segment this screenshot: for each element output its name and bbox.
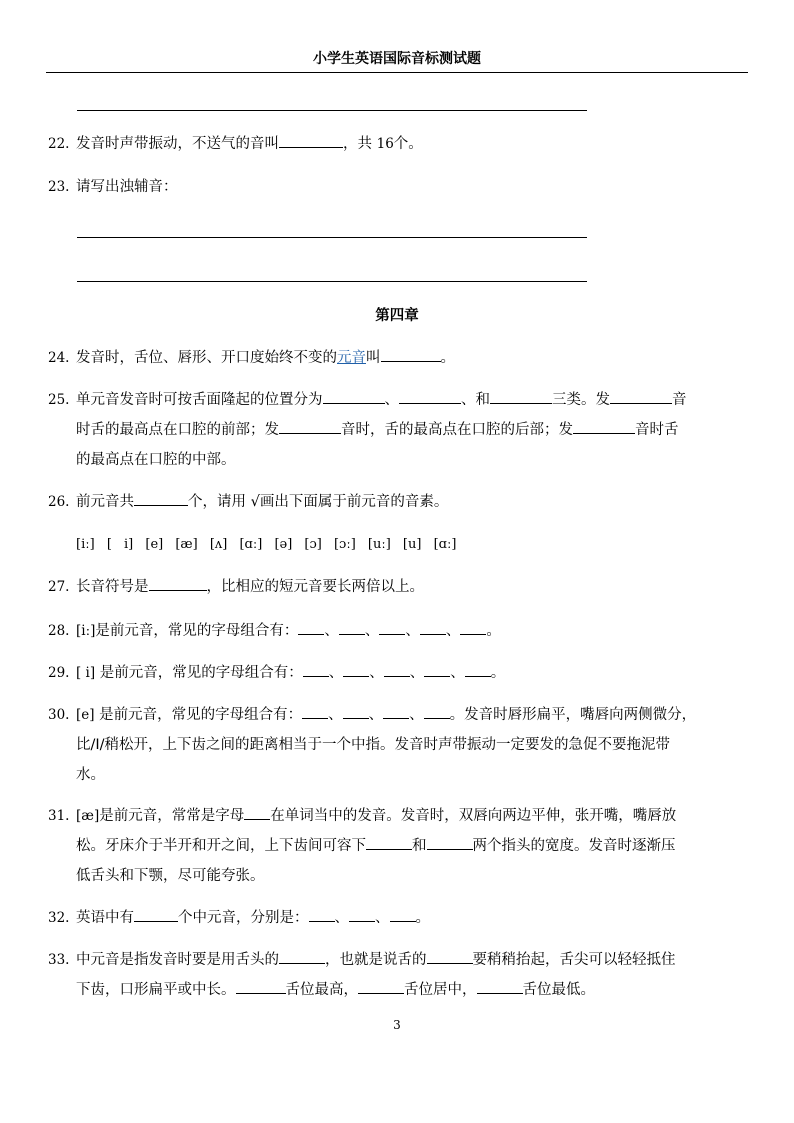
question-25 bbox=[48, 385, 738, 475]
question-30 bbox=[48, 700, 738, 790]
question-text: 音时舌 bbox=[635, 422, 679, 438]
question-text: 。 bbox=[415, 910, 430, 926]
question-number: 32. bbox=[48, 910, 70, 926]
question-text: 长音符号是 bbox=[76, 579, 149, 595]
question-text: 下齿，口形扁平或中长。 bbox=[76, 982, 236, 998]
question-22 bbox=[48, 129, 738, 159]
answer-blank[interactable] bbox=[298, 616, 324, 635]
question-26 bbox=[48, 487, 738, 517]
question-number: 27. bbox=[48, 579, 70, 595]
question-text: 舌位最低。 bbox=[522, 982, 595, 998]
answer-blank[interactable] bbox=[573, 415, 635, 434]
question-text: 发音时声带振动，不送气的音叫 bbox=[76, 136, 279, 152]
question-text: 、和 bbox=[461, 392, 490, 408]
question-text: 时舌的最高点在口腔的前部；发 bbox=[76, 422, 279, 438]
question-number: 30. bbox=[48, 707, 70, 723]
answer-blank[interactable] bbox=[244, 801, 270, 820]
answer-blank[interactable] bbox=[379, 616, 405, 635]
question-text: 在单词当中的发音。发音时，双唇向两边平伸，张开嘴，嘴唇放 bbox=[270, 808, 677, 824]
separator: 、 bbox=[324, 623, 339, 639]
question-text: 发音时，舌位、唇形、开口度始终不变的 bbox=[76, 350, 337, 366]
answer-blank[interactable] bbox=[366, 831, 412, 850]
question-number: 22. bbox=[48, 136, 70, 152]
question-27 bbox=[48, 572, 738, 602]
question-text: 英语中有 bbox=[76, 910, 134, 926]
question-text: 的最高点在口腔的中部。 bbox=[76, 452, 236, 468]
answer-blank[interactable] bbox=[381, 343, 441, 362]
phonetic-symbol: [iː] bbox=[76, 623, 96, 639]
answer-blank[interactable] bbox=[424, 700, 450, 719]
separator: 、 bbox=[375, 910, 390, 926]
question-number: 29. bbox=[48, 665, 70, 681]
question-text: ，比相应的短元音要长两倍以上。 bbox=[206, 579, 424, 595]
question-text: 个。 bbox=[393, 136, 423, 152]
answer-blank[interactable] bbox=[420, 616, 446, 635]
separator: 、 bbox=[328, 707, 343, 723]
question-text: 。 bbox=[486, 623, 501, 639]
answer-line bbox=[77, 110, 587, 111]
separator: 、 bbox=[369, 665, 384, 681]
question-text: 要稍稍抬起，舌尖可以轻轻抵住 bbox=[472, 952, 676, 968]
question-28 bbox=[48, 616, 738, 646]
phonetic-symbol: [æ] bbox=[76, 808, 100, 824]
chapter-heading: 第四章 bbox=[375, 308, 419, 324]
question-text: 叫 bbox=[366, 350, 381, 366]
question-text: 个中元音，分别是： bbox=[178, 910, 309, 926]
question-text: 舌位居中， bbox=[404, 982, 477, 998]
answer-blank[interactable] bbox=[384, 658, 410, 677]
answer-blank[interactable] bbox=[134, 487, 188, 506]
question-text: 中元音是指发音时要是用舌头的 bbox=[76, 952, 279, 968]
question-text: 音时，舌的最高点在口腔的后部；发 bbox=[341, 422, 573, 438]
question-number: 24. bbox=[48, 350, 70, 366]
answer-blank[interactable] bbox=[460, 616, 486, 635]
question-29 bbox=[48, 658, 738, 688]
question-text: 单元音发音时可按舌面隆起的位置分为 bbox=[76, 392, 323, 408]
separator: 、 bbox=[450, 665, 465, 681]
question-number: 33. bbox=[48, 952, 70, 968]
answer-blank[interactable] bbox=[279, 415, 341, 434]
question-text: 三类。发 bbox=[552, 392, 610, 408]
question-number: 28. bbox=[48, 623, 70, 639]
question-32 bbox=[48, 903, 738, 933]
page-header bbox=[46, 48, 748, 73]
page-number: 3 bbox=[393, 1018, 401, 1032]
answer-blank[interactable] bbox=[490, 385, 552, 404]
separator: 、 bbox=[409, 665, 425, 681]
question-text: 是前元音，常见的字母组合有： bbox=[94, 707, 303, 723]
separator: 、 bbox=[405, 623, 420, 639]
separator: 、 bbox=[409, 707, 424, 723]
question-text: 前元音共 bbox=[76, 494, 134, 510]
answer-blank[interactable] bbox=[343, 658, 369, 677]
question-text: 。 bbox=[440, 350, 455, 366]
separator: 、 bbox=[368, 707, 384, 723]
answer-blank[interactable] bbox=[302, 700, 328, 719]
question-text: 两个指头的宽度。发音时逐渐压 bbox=[472, 838, 676, 854]
answer-blank[interactable] bbox=[279, 129, 343, 148]
question-text: 音 bbox=[672, 392, 687, 408]
question-text: 水。 bbox=[76, 767, 105, 783]
answer-blank[interactable] bbox=[358, 975, 404, 994]
question-number: 25. bbox=[48, 392, 70, 408]
answer-blank[interactable] bbox=[343, 700, 369, 719]
answer-blank[interactable] bbox=[465, 658, 491, 677]
answer-blank[interactable] bbox=[427, 831, 473, 850]
answer-blank[interactable] bbox=[279, 945, 325, 964]
question-text: ，共 bbox=[343, 136, 377, 152]
answer-blank[interactable] bbox=[610, 385, 672, 404]
question-number: 26. bbox=[48, 494, 70, 510]
question-text: 低舌头和下颚，尽可能夸张。 bbox=[76, 868, 265, 884]
question-number: 31. bbox=[48, 808, 70, 824]
question-24 bbox=[48, 343, 738, 373]
separator: 、 bbox=[328, 665, 344, 681]
answer-blank[interactable] bbox=[134, 903, 178, 922]
question-number: 23. bbox=[48, 179, 70, 195]
question-text: 。发音时唇形扁平，嘴唇向两侧微分， bbox=[449, 707, 697, 723]
question-text: 是前元音，常见的字母组合有： bbox=[95, 623, 299, 639]
answer-blank[interactable] bbox=[477, 975, 523, 994]
vowel-link[interactable]: 元音 bbox=[337, 350, 366, 366]
answer-blank[interactable] bbox=[339, 616, 365, 635]
answer-blank[interactable] bbox=[427, 945, 473, 964]
question-31 bbox=[48, 801, 738, 891]
question-33 bbox=[48, 945, 738, 1005]
answer-blank[interactable] bbox=[303, 658, 329, 677]
question-text: ，也就是说舌的 bbox=[325, 952, 427, 968]
phonetic-symbol: [e] bbox=[76, 707, 95, 723]
answer-blank[interactable] bbox=[349, 903, 375, 922]
answer-blank[interactable] bbox=[383, 700, 409, 719]
question-text: 和 bbox=[412, 838, 427, 854]
answer-line[interactable] bbox=[77, 237, 587, 238]
separator: 、 bbox=[445, 623, 461, 639]
question-text: 舌位最高， bbox=[285, 982, 358, 998]
question-text: 个，请用 √画出下面属于前元音的音素。 bbox=[188, 494, 449, 510]
answer-line[interactable] bbox=[77, 281, 587, 282]
question-text: 比/I/稍松开，上下齿之间的距离相当于一个中指。发音时声带振动一定要发的急促不要拖泥带 bbox=[76, 737, 671, 753]
answer-blank[interactable] bbox=[236, 975, 286, 994]
question-text: 是前元音，常常是字母 bbox=[99, 808, 245, 824]
separator: 、 bbox=[334, 910, 349, 926]
question-text: 、 bbox=[384, 392, 399, 408]
answer-blank[interactable] bbox=[149, 572, 207, 591]
answer-blank[interactable] bbox=[390, 903, 416, 922]
separator: 、 bbox=[364, 623, 380, 639]
question-text: 松。牙床介于半开和开之间，上下齿间可容下 bbox=[76, 838, 366, 854]
question-text: 是前元音，常见的字母组合有： bbox=[95, 665, 303, 681]
question-text: 16 bbox=[376, 136, 394, 152]
answer-blank[interactable] bbox=[309, 903, 335, 922]
answer-blank[interactable] bbox=[424, 658, 450, 677]
answer-blank[interactable] bbox=[399, 385, 461, 404]
answer-blank[interactable] bbox=[323, 385, 385, 404]
question-text: 。 bbox=[490, 665, 506, 681]
document-title: 小学生英语国际音标测试题 bbox=[313, 51, 481, 67]
phonetic-symbol: [ i] bbox=[76, 665, 96, 681]
question-text: 请写出浊辅音： bbox=[76, 179, 178, 195]
phoneme-list[interactable]: [iː] [ i] [e] [æ] [ʌ] [ɑː] [ə] [ɔ] [ɔː] [uː] [u] [ɑː] bbox=[76, 537, 457, 552]
question-23 bbox=[48, 172, 738, 202]
